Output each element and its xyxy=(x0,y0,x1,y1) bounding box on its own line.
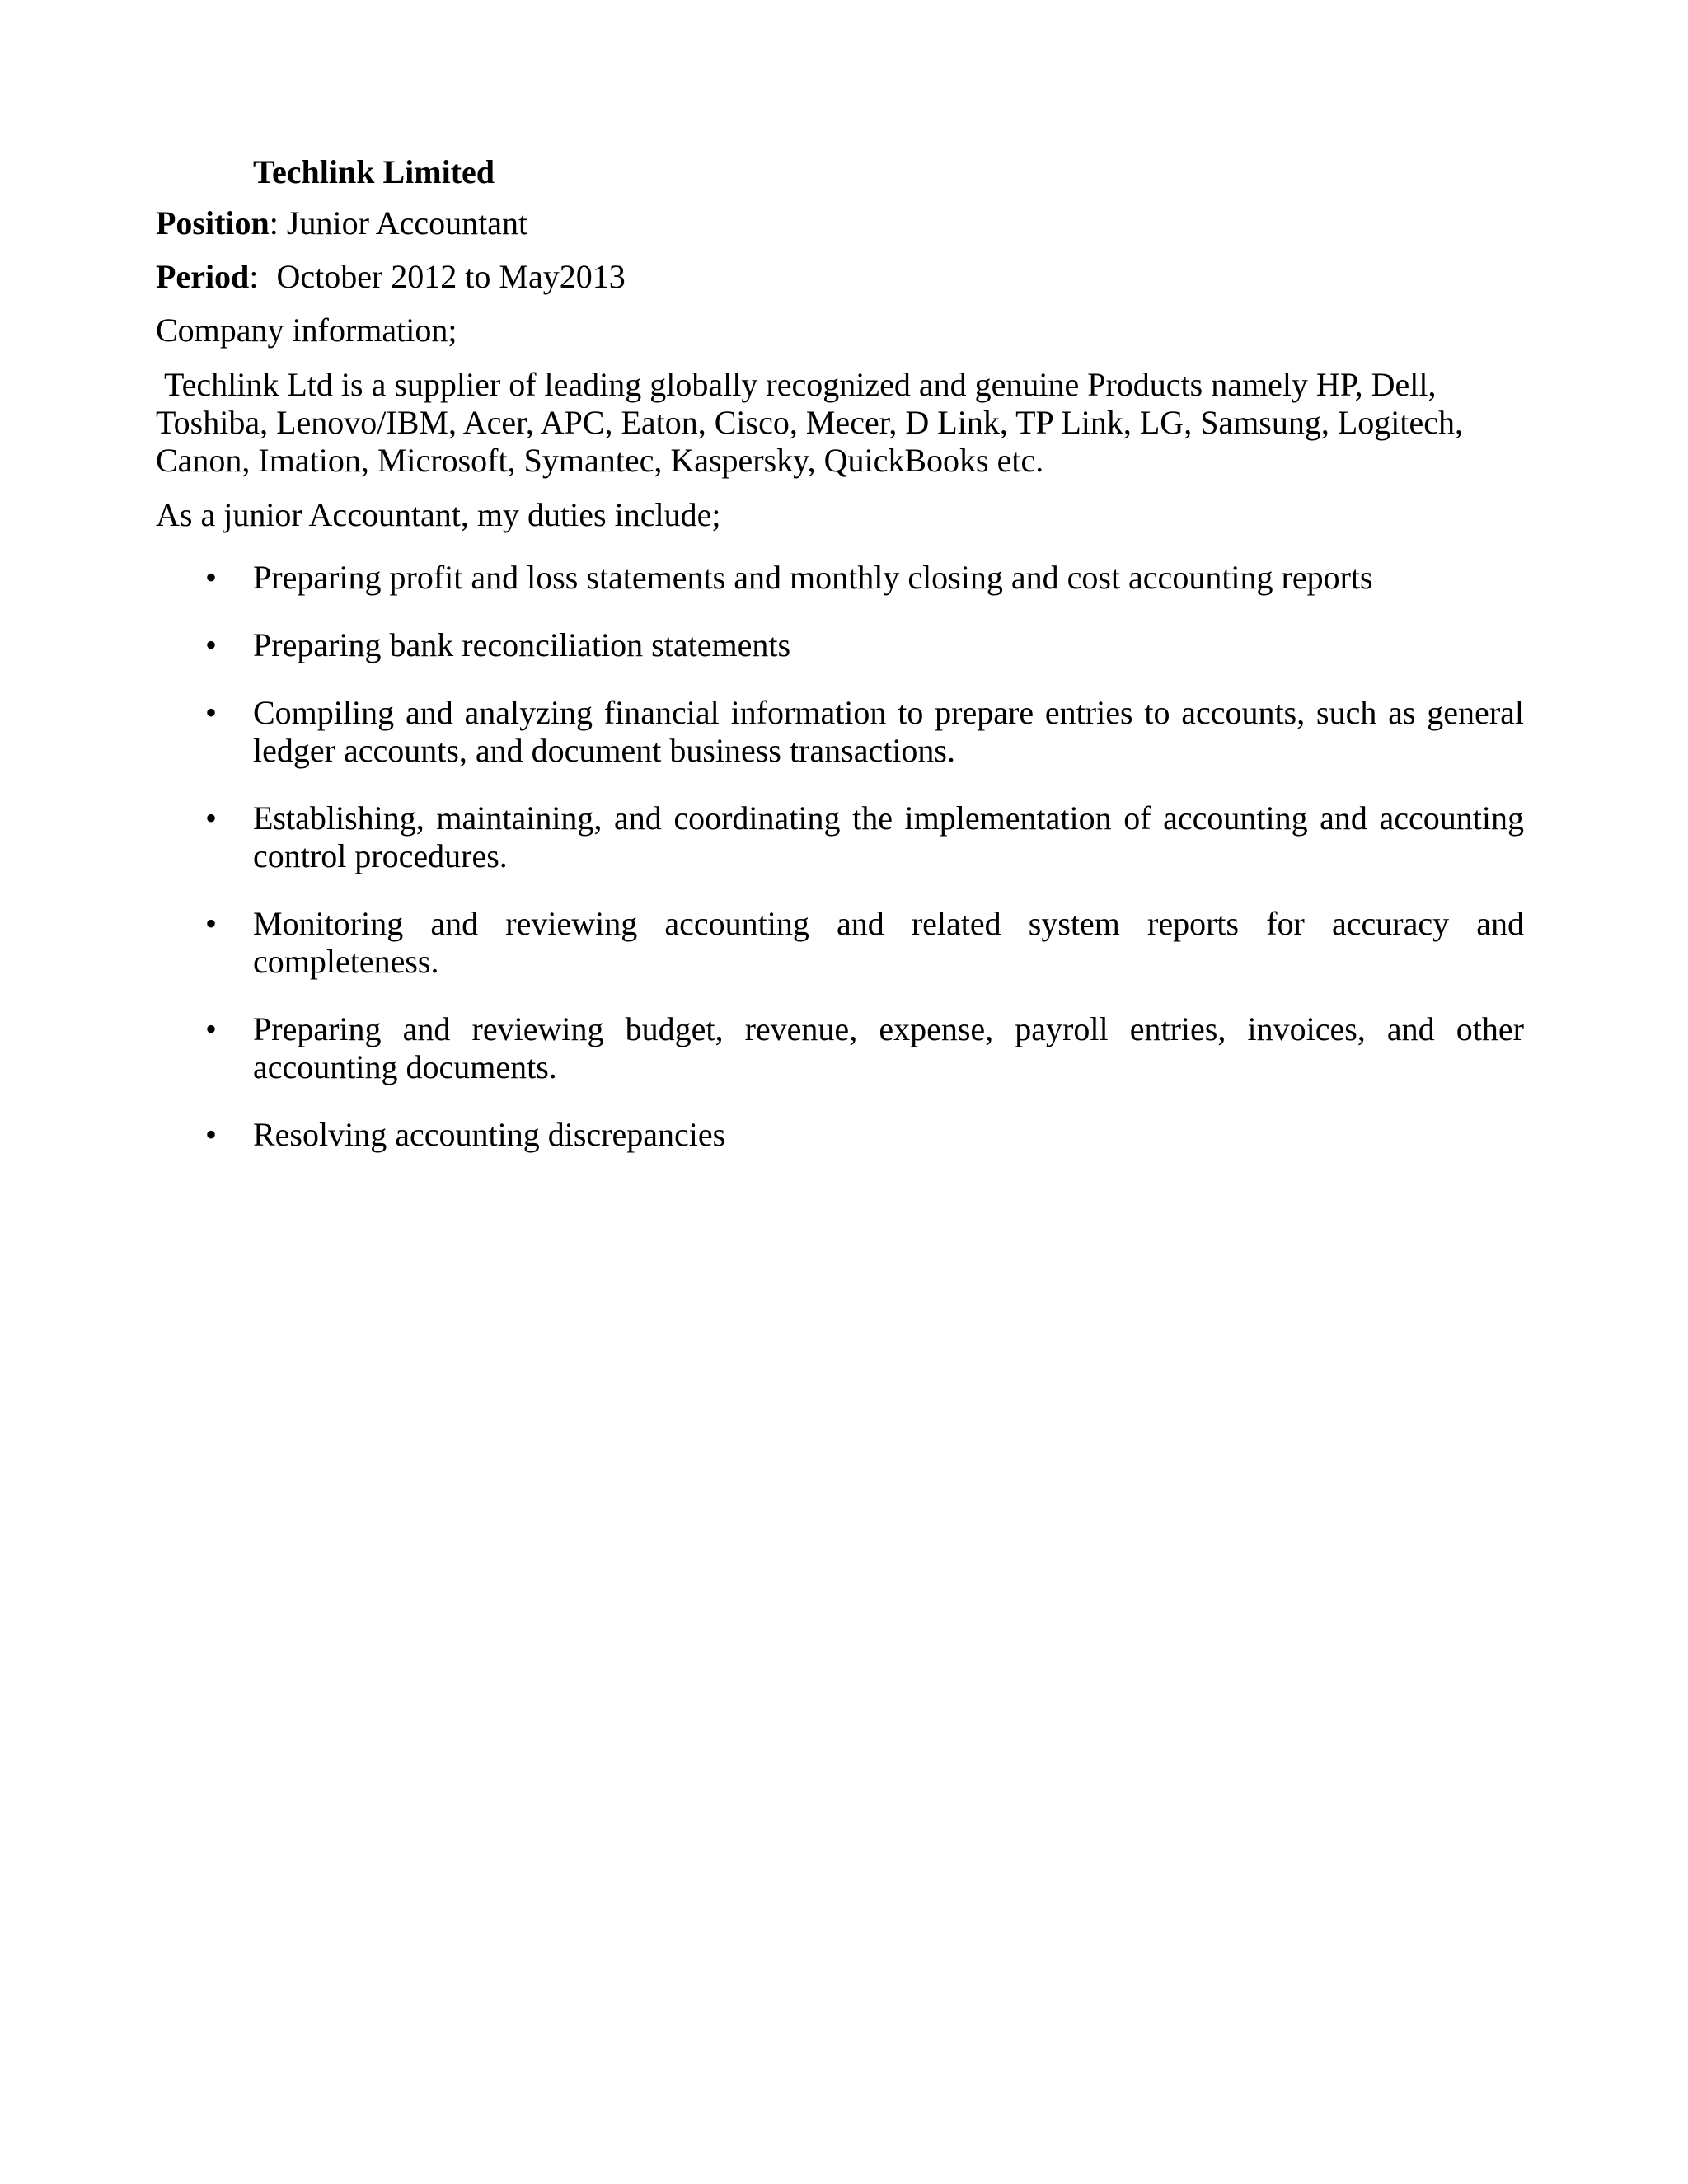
position-line xyxy=(156,204,1524,242)
bullet-icon: • xyxy=(205,559,218,596)
duty-item xyxy=(156,694,1524,770)
period-separator: : xyxy=(249,258,259,295)
position-separator: : xyxy=(269,204,279,241)
duty-item xyxy=(156,1010,1524,1086)
bullet-icon: • xyxy=(205,1116,218,1153)
duty-text: Establishing, maintaining, and coordinating the implementation of accounting and accounting control procedures. xyxy=(253,799,1524,874)
period-line xyxy=(156,258,1524,296)
position-value: Junior Accountant xyxy=(286,204,528,241)
period-value: October 2012 to May2013 xyxy=(276,258,626,295)
company-heading: Techlink Limited xyxy=(253,153,495,190)
duty-text: Monitoring and reviewing accounting and related system reports for accuracy and completeness. xyxy=(253,905,1524,980)
duties-intro: As a junior Accountant, my duties include; xyxy=(156,496,721,533)
duties-list xyxy=(156,559,1524,1154)
duty-text: Preparing and reviewing budget, revenue, expense, payroll entries, invoices, and other accounting documents. xyxy=(253,1010,1524,1085)
duty-item xyxy=(156,559,1524,597)
company-description: Techlink Ltd is a supplier of leading globally recognized and genuine Products namely HP, Dell, Toshiba, Lenovo/IBM, Acer, APC, Eaton, Cisco, Mecer, D Link, TP Link, LG, Samsung, Logitech, Canon, Imation, Microsoft, Symantec, Kaspersky, QuickBooks etc. xyxy=(156,366,1464,479)
bullet-icon: • xyxy=(205,799,218,837)
duty-text: Preparing profit and loss statements and monthly closing and cost accounting reports xyxy=(253,559,1373,596)
duty-text: Resolving accounting discrepancies xyxy=(253,1116,726,1153)
duty-text: Preparing bank reconciliation statements xyxy=(253,626,791,663)
company-info-label: Company information; xyxy=(156,312,457,349)
period-label: Period xyxy=(156,258,250,295)
duty-text: Compiling and analyzing financial information to prepare entries to accounts, such as general ledger accounts, and document business transactions. xyxy=(253,694,1524,769)
document-body xyxy=(156,153,1524,1183)
duty-item xyxy=(156,1116,1524,1154)
bullet-icon: • xyxy=(205,694,218,731)
position-label: Position xyxy=(156,204,270,241)
duty-item xyxy=(156,626,1524,664)
duty-item xyxy=(156,799,1524,875)
bullet-icon: • xyxy=(205,626,218,663)
duty-item xyxy=(156,905,1524,981)
bullet-icon: • xyxy=(205,905,218,942)
bullet-icon: • xyxy=(205,1010,218,1047)
